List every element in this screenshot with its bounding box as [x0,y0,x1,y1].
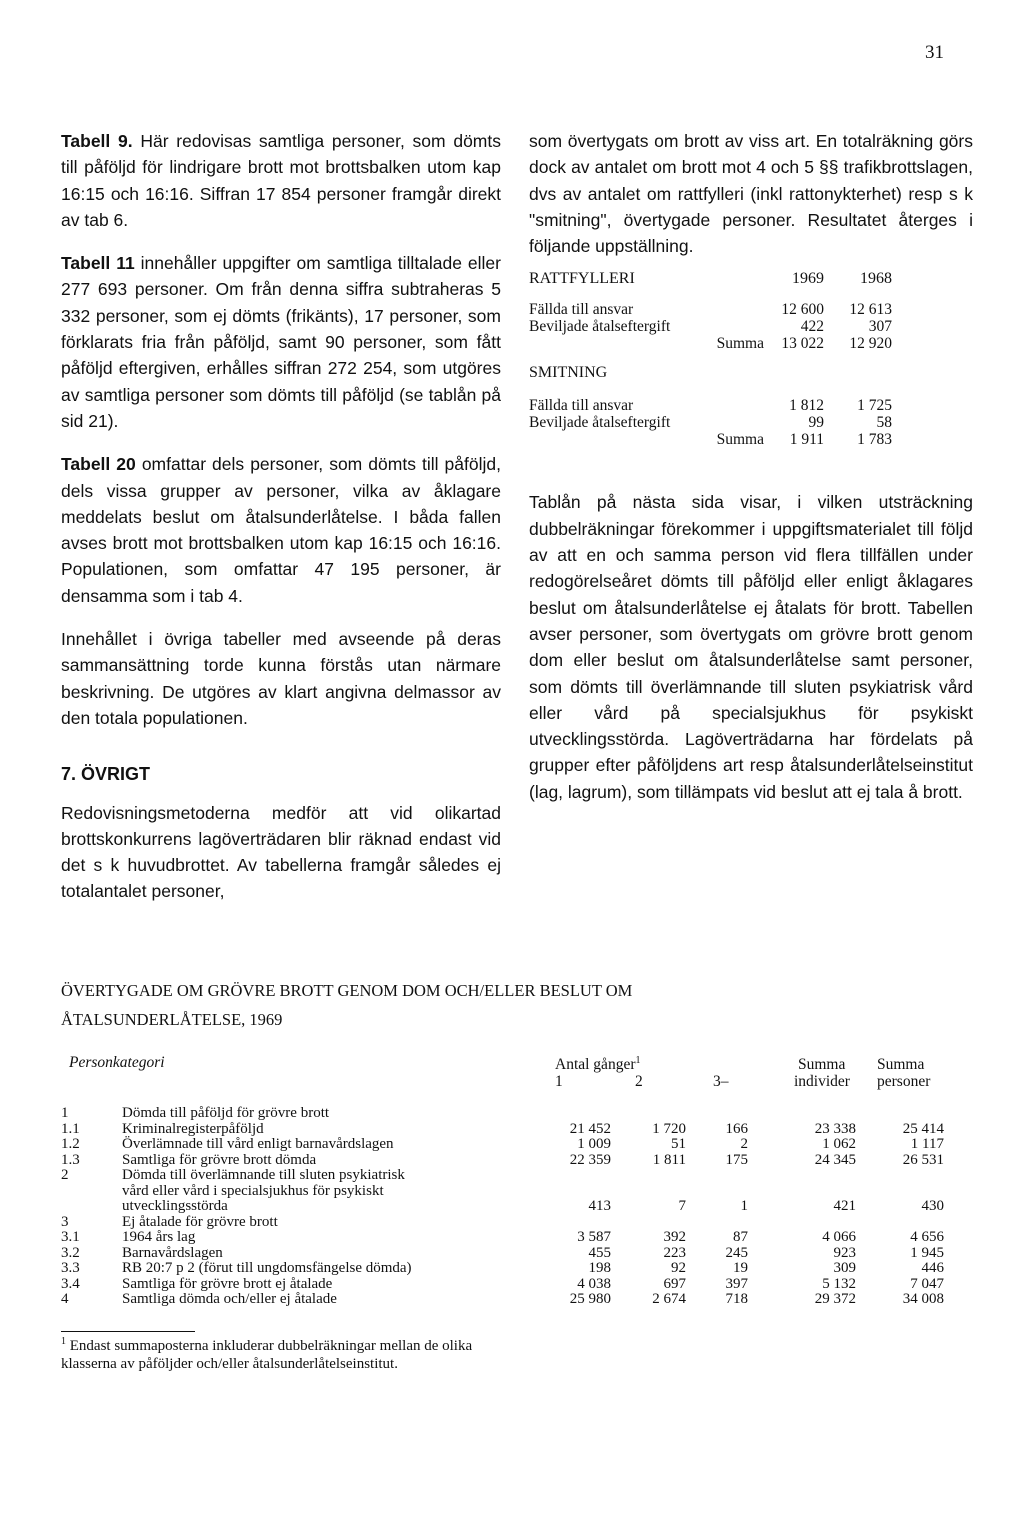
column-header-antal [555,1056,640,1074]
cell-value: 3 587 [577,1229,611,1245]
row-number: 3.3 [61,1260,80,1276]
cell-value: 7 047 [910,1275,944,1292]
cell-value: 13 022 [781,335,824,353]
paragraph-other-tables: Innehållet i övriga tabeller med avseende på deras sammansättning torde kunna förstås utan närmare beskrivning. De utgöres av klart angivna delmassor av den totala populationen. [61,629,501,728]
cell-value: 7 [678,1198,686,1214]
row-label: Överlämnade till vård enligt barnavårdslagen [122,1136,394,1152]
column-header-summa-personer: Summa [877,1056,925,1073]
cell-value: 245 [725,1244,748,1261]
cell-value: 198 [588,1260,611,1276]
cell-value: 307 [868,318,892,336]
row-label: Beviljade åtalseftergift [529,318,671,336]
table-row [61,1215,961,1231]
row-label: Samtliga för grövre brott dömda [122,1151,317,1168]
cell-value: 34 008 [902,1291,944,1307]
cell-value: 718 [725,1291,748,1307]
paragraph-label: Tabell 9. [61,131,133,151]
row-label: Fällda till ansvar [529,301,634,319]
row-number: 2 [61,1167,69,1183]
cell-value: 1 117 [910,1136,944,1152]
paragraph-text: Här redovisas samtliga personer, som dömts till påföljd för lindrigare brott mot brottsbalken utom kap 16:15 och 16:16. Siffran 17 854 personer framgår direkt av tab 6. [61,131,501,230]
table-title: SMITNING [529,364,608,382]
right-column [529,128,973,805]
cell-value: 24 345 [814,1151,856,1168]
row-label: Samtliga för grövre brott ej åtalade [122,1275,333,1292]
row-label: vård eller vård i specialsjukhus för psykiskt [122,1182,384,1199]
page-number: 31 [925,42,944,63]
table-row [61,1261,961,1277]
section-heading: 7. ÖVRIGT [61,764,151,785]
rattfylleri-table [529,271,973,353]
table-row [529,398,973,415]
paragraph-methods: Redovisningsmetoderna medför att vid olikartad brottskonkurrens lagöverträdaren blir räknad endast vid det s k huvudbrottet. Av tabellerna framgår således ej totalantalet personer, [61,802,501,902]
cell-value: 92 [671,1260,686,1276]
table-title: RATTFYLLERI [529,270,635,288]
row-label: Dömda till överlämnande till sluten psykiatrisk [122,1167,405,1183]
cell-value: 25 980 [569,1291,611,1307]
column-header-2: 2 [635,1073,643,1090]
cell-value: 1 945 [910,1244,944,1261]
row-label: utvecklingsstörda [122,1198,228,1214]
table-row [61,1153,961,1169]
cell-value: 1 811 [652,1151,686,1168]
cell-value: 4 656 [910,1229,944,1245]
table-header [61,1046,961,1096]
cell-value: 21 452 [569,1120,611,1137]
row-label: Beviljade åtalseftergift [529,414,671,432]
cell-value: 309 [833,1260,856,1276]
table-row [61,1122,961,1138]
paragraph-text: omfattar dels personer, som dömts till påföljd, dels vissa grupper av personer, vilka av åklagare meddelats beslut om åtalsunderlåtelse. I båda fallen avses brott mot brottsbalken utom kap 16:15 och 16:16. Populationen, som omfattar 47 195 personer, är densamma som i tab 4. [61,454,501,606]
column-header-summa-individer: individer [794,1073,850,1090]
row-number: 1 [61,1105,69,1121]
cell-value: 421 [833,1198,856,1214]
duplicate-count-table [61,976,961,1308]
paragraph-text: innehåller uppgifter om samtliga tilltalade eller 277 693 personer. Om från denna siffra subtraheras 5 332 personer, som ej dömts (frikänts), 17 personer, som förklarats fria från påföljd, samt 90 personer, som fått påföljd eftergiven, erhålles siffran 272 254, som utgöres av samtliga personer som dömts till påföljd (se tablån på sid 21). [61,253,501,431]
antal-label: Antal gånger [555,1056,636,1073]
paragraph-tabell-11 [61,250,501,434]
paragraph-label: Tabell 20 [61,454,136,475]
cell-value: 697 [663,1275,686,1292]
cell-value: 1 062 [822,1136,856,1152]
smitning-table [529,365,973,449]
cell-value: 1 725 [857,397,892,415]
cell-value: 19 [733,1260,748,1276]
cell-value: 2 [740,1136,748,1152]
column-header-summa-individer: Summa [798,1056,846,1073]
cell-value: 175 [725,1151,748,1168]
row-number: 4 [61,1291,69,1307]
cell-value: 5 132 [822,1275,856,1292]
row-number: 3.1 [61,1229,80,1245]
column-header-category: Personkategori [69,1054,165,1071]
cell-value: 99 [808,414,824,432]
cell-value: 1 720 [652,1120,686,1137]
cell-value: 26 531 [902,1151,944,1168]
paragraph-tabell-20 [61,451,501,609]
table-body [61,1106,961,1308]
cell-value: 87 [733,1229,748,1245]
table-row [61,1246,961,1262]
row-label: Barnavårdslagen [122,1244,223,1261]
table-row [529,336,973,353]
cell-value: 2 674 [652,1291,686,1307]
cell-value: 1 812 [789,397,824,415]
paragraph-tabell-9 [61,128,501,233]
row-label: Fällda till ansvar [529,397,634,415]
row-label: Kriminalregisterpåföljd [122,1120,264,1137]
row-label: Dömda till påföljd för grövre brott [122,1105,330,1121]
row-label: Summa [716,431,764,449]
footnote [61,1338,501,1373]
cell-value: 455 [588,1244,611,1261]
row-number: 1.3 [61,1151,80,1168]
table-row [61,1199,961,1215]
cell-value: 12 920 [849,335,892,353]
table-row [61,1184,961,1200]
row-number: 3.4 [61,1275,80,1292]
row-label: Ej åtalade för grövre brott [122,1213,278,1230]
cell-value: 51 [671,1136,686,1152]
cell-value: 1 009 [577,1136,611,1152]
table-row [61,1137,961,1153]
table-row [529,432,973,449]
cell-value: 413 [588,1198,611,1214]
footnote-marker: 1 [635,1054,641,1066]
cell-value: 4 038 [577,1275,611,1292]
cell-value: 392 [663,1229,686,1245]
cell-value: 923 [833,1244,856,1261]
cell-value: 430 [921,1198,944,1214]
table-row [61,1292,961,1308]
row-number: 3 [61,1213,69,1230]
left-column [61,128,501,905]
cell-value: 223 [663,1244,686,1261]
column-header-3: 3– [713,1073,729,1090]
row-number: 1.2 [61,1136,80,1152]
cell-value: 1 911 [789,431,824,449]
year-header: 1968 [860,270,892,288]
paragraph-label: Tabell 11 [61,253,135,274]
cell-value: 1 [740,1198,748,1214]
table-row [529,319,973,336]
cell-value: 25 414 [902,1120,944,1137]
cell-value: 58 [876,414,892,432]
table-row [529,415,973,432]
row-number: 3.2 [61,1244,80,1261]
cell-value: 166 [725,1120,748,1137]
paragraph-tablan: Tablån på nästa sida visar, i vilken utsträckning dubbelräkningar förekommer i uppgiftsmaterialet till följd av att en och samma person vid flera tillfällen under redogörelseåret dömts till påföljd eller enligt åklagares beslut om åtalsunderlåtelse ej åtalats för brott. Tabellen avser personer, som övertygats om grövre brott genom dom eller beslut om åtalsunderlåtelse samt personer, som dömts till överlämnande till sluten psykiatrisk vård eller vård på specialsjukhus för psykiskt utvecklingsstörda. Lagöverträdarna har fördelats på grupper efter påföljdens art resp åtalsunderlåtelseinstitut (lag, lagrum), som tillämpats vid beslut att ej tala å brott. [529,492,973,802]
table-row [61,1168,961,1184]
row-label: Samtliga dömda och/eller ej åtalade [122,1291,337,1307]
cell-value: 22 359 [569,1151,611,1168]
column-header-1: 1 [555,1073,563,1090]
table-title-line: ÖVERTYGADE OM GRÖVRE BROTT GENOM DOM OCH/ELLER BESLUT OM [61,981,633,1000]
footnote-divider [61,1331,195,1332]
table-title [61,976,961,1034]
footnote-text: Endast summaposterna inkluderar dubbelräkningar mellan de olika klasserna av påföljder och/eller åtalsunderlåtelseinstitut. [61,1338,473,1372]
table-row [529,302,973,319]
cell-value: 446 [921,1260,944,1276]
footnote-marker: 1 [61,1336,66,1347]
cell-value: 1 783 [857,431,892,449]
cell-value: 23 338 [814,1120,856,1137]
table-row [61,1277,961,1293]
year-header: 1969 [792,270,824,288]
row-label: Summa [716,335,764,353]
row-label: 1964 års lag [122,1229,196,1245]
column-header-summa-personer: personer [877,1073,931,1090]
table-title-line: ÅTALSUNDERLÅTELSE, 1969 [61,1010,283,1029]
row-number: 1.1 [61,1120,80,1137]
cell-value: 397 [725,1275,748,1292]
cell-value: 29 372 [814,1291,856,1307]
table-row [61,1106,961,1122]
cell-value: 4 066 [822,1229,856,1245]
cell-value: 422 [800,318,824,336]
cell-value: 12 613 [849,301,892,319]
cell-value: 12 600 [781,301,824,319]
row-label: RB 20:7 p 2 (förut till ungdomsfängelse dömda) [122,1260,412,1276]
paragraph-continued: som övertygats om brott av viss art. En totalräkning görs dock av antalet om brott mot 4 och 5 §§ trafikbrottslagen, dvs av antalet om rattfylleri (inkl rattonykterhet) resp s k "smitning", övertygade personer. Resultatet återges i följande uppställning. [529,131,973,257]
table-row [61,1230,961,1246]
